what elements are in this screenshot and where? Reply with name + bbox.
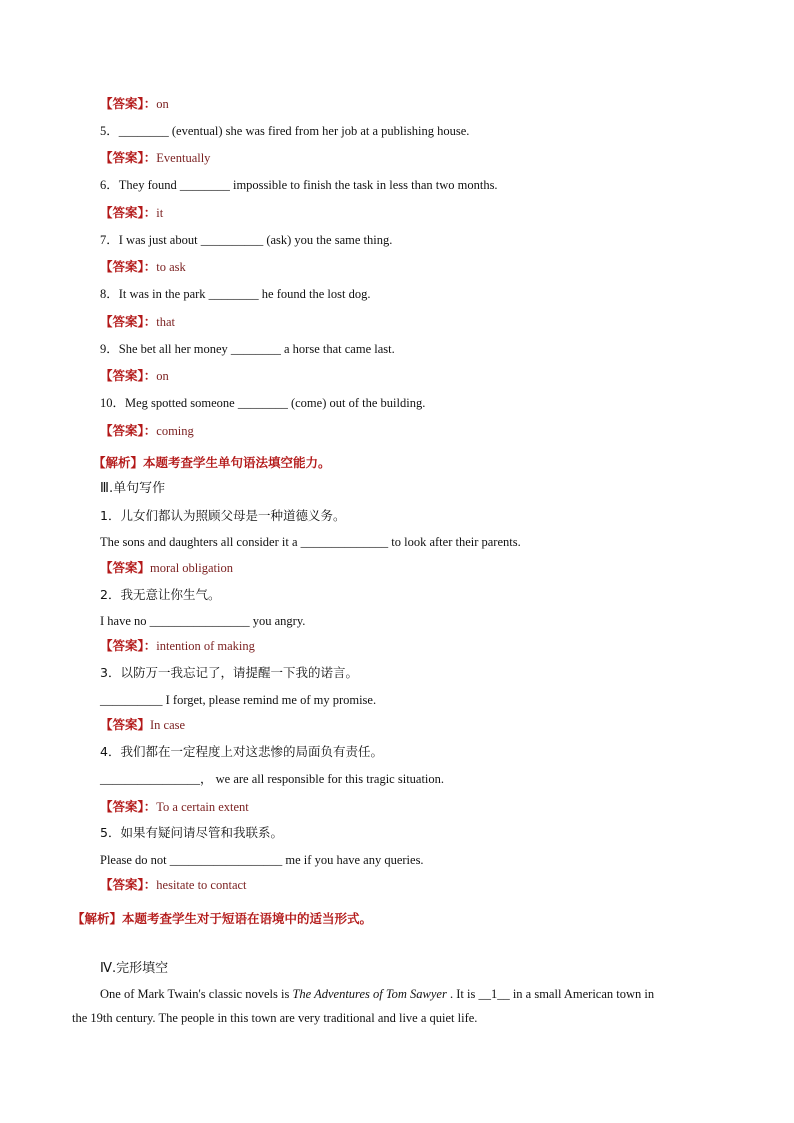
question-8: 8．It was in the park ________ he found the lost dog. — [100, 287, 371, 301]
question-prompt-zh: 4．我们都在一定程度上对这悲惨的局面负有责任。 — [100, 744, 383, 759]
novel-title: The Adventures of Tom Sawyer — [292, 987, 447, 1001]
analysis-note: 【解析】本题考查学生对于短语在语境中的适当形式。 — [72, 911, 373, 926]
question-prompt-en: The sons and daughters all consider it a ______________ to look after their parents. — [100, 535, 521, 549]
section-heading: Ⅲ.单句写作 — [100, 481, 166, 496]
question-prompt-en: ________________， we are all responsible for this tragic situation. — [100, 772, 445, 786]
answer-value: hesitate to contact — [156, 878, 247, 892]
answer-line: 【答案】：Eventually — [100, 150, 211, 165]
answer-value: In case — [150, 718, 186, 732]
answer-value: on — [156, 97, 169, 111]
question-prompt-en: __________ I forget, please remind me of my promise. — [100, 693, 377, 707]
question-5: 5．________ (eventual) she was fired from her job at a publishing house. — [100, 124, 470, 138]
answer-line: 【答案】：on — [100, 368, 169, 383]
question-prompt-zh: 3．以防万一我忘记了，请提醒一下我的诺言。 — [100, 665, 358, 680]
answer-line: 【答案】：it — [100, 205, 164, 220]
answer-label: 【答案】 — [100, 96, 144, 111]
answer-line: 【答案】：to ask — [100, 259, 186, 274]
answer-line: 【答案】：intention of making — [100, 638, 255, 653]
section-heading: Ⅳ.完形填空 — [100, 961, 169, 976]
question-9: 9．She bet all her money ________ a horse that came last. — [100, 342, 395, 356]
question-prompt-zh: 1．儿女们都认为照顾父母是一种道德义务。 — [100, 508, 346, 523]
question-prompt-zh: 5．如果有疑问请尽管和我联系。 — [100, 825, 283, 840]
answer-value: intention of making — [156, 639, 255, 653]
answer-value: Eventually — [156, 151, 211, 165]
answer-value: moral obligation — [150, 561, 233, 575]
question-10: 10．Meg spotted someone ________ (come) out of the building. — [100, 396, 426, 410]
cloze-blank[interactable]: __1__ — [478, 987, 510, 1001]
question-6: 6．They found ________ impossible to finish the task in less than two months. — [100, 178, 498, 192]
passage-line: One of Mark Twain's classic novels is The Adventures of Tom Sawyer . It is __1__ in a small American town in — [100, 987, 655, 1001]
answer-value: To a certain extent — [156, 800, 249, 814]
answer-value: on — [156, 369, 169, 383]
answer-line: 【答案】：on — [100, 96, 169, 111]
answer-line: 【答案】In case — [100, 717, 186, 732]
answer-value: coming — [156, 424, 194, 438]
answer-line: 【答案】：that — [100, 314, 176, 329]
analysis-note: 【解析】本题考查学生单句语法填空能力。 — [93, 455, 331, 470]
question-prompt-zh: 2．我无意让你生气。 — [100, 587, 221, 602]
answer-value: to ask — [156, 260, 186, 274]
answer-line: 【答案】：coming — [100, 423, 194, 438]
question-7: 7．I was just about __________ (ask) you the same thing. — [100, 233, 393, 247]
passage-line: the 19th century. The people in this town are very traditional and live a quiet life. — [72, 1011, 478, 1025]
answer-line: 【答案】：To a certain extent — [100, 799, 249, 814]
question-prompt-en: Please do not __________________ me if you have any queries. — [100, 853, 424, 867]
answer-value: that — [156, 315, 176, 329]
question-prompt-en: I have no ________________ you angry. — [100, 614, 306, 628]
answer-line: 【答案】：hesitate to contact — [100, 877, 247, 892]
answer-line: 【答案】moral obligation — [100, 560, 233, 575]
answer-value: it — [156, 206, 164, 220]
